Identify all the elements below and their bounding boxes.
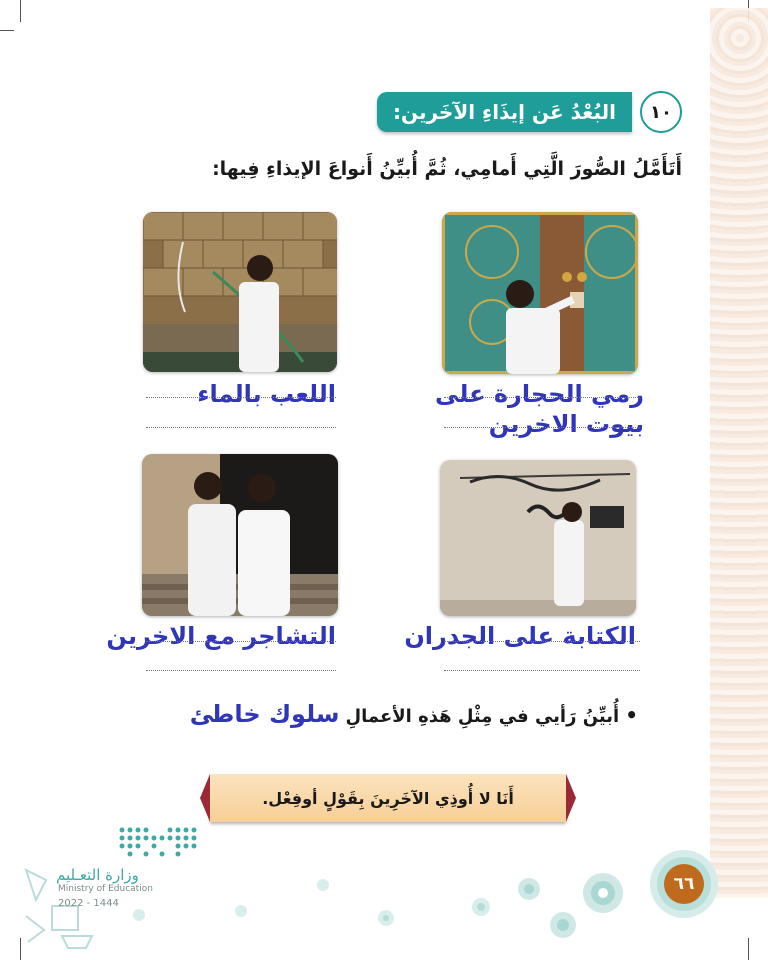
hose-scene-illustration bbox=[143, 212, 337, 372]
value-banner bbox=[210, 774, 566, 822]
instruction-text: أَتَأَمَّلُ الصُّورَ الَّتِي أَمامِي، ثُمَّ أُبيِّنُ أَنواعَ الإيذاءِ فِيها: bbox=[212, 158, 682, 180]
decorative-rosette bbox=[376, 908, 396, 928]
ministry-name-english: Ministry of Education bbox=[58, 884, 153, 894]
photo-boys-arguing bbox=[142, 454, 338, 616]
answer-line bbox=[146, 427, 336, 428]
lesson-number: ١٠ bbox=[640, 91, 682, 133]
decorative-rosette bbox=[548, 910, 578, 940]
answer-bottom-left: التشاجر مع الاخرين bbox=[106, 622, 336, 650]
answer-top-left: اللعب بالماء bbox=[197, 380, 336, 408]
answer-line bbox=[444, 397, 640, 398]
answer-line bbox=[146, 670, 336, 671]
opinion-answer: سلوك خاطئ bbox=[189, 700, 340, 728]
opinion-question: أُبيِّنُ رَأيي في مِثْلِ هَذهِ الأعمالِ bbox=[345, 706, 620, 727]
crop-mark bbox=[0, 30, 14, 31]
answer-top-right-line2: بيوت الاخرين bbox=[488, 410, 644, 438]
photo-boy-writing-on-wall bbox=[440, 460, 636, 616]
decorative-rosette bbox=[470, 896, 492, 918]
ministry-logo bbox=[22, 826, 192, 950]
photo-boy-at-door bbox=[442, 212, 638, 374]
crop-mark bbox=[20, 938, 21, 960]
side-ornament-pattern bbox=[710, 8, 768, 898]
answer-line bbox=[444, 427, 640, 428]
bullet-point: • bbox=[625, 703, 638, 727]
photo-boy-with-hose bbox=[143, 212, 337, 372]
answer-line bbox=[146, 397, 336, 398]
decorative-rosette bbox=[516, 876, 542, 902]
decorative-rosette bbox=[234, 904, 248, 918]
lesson-header bbox=[377, 90, 682, 134]
arguing-scene-illustration bbox=[142, 454, 338, 616]
decorative-rosette bbox=[580, 870, 626, 916]
answer-top-right-line1: رمي الحجارة على bbox=[435, 380, 644, 408]
answer-line bbox=[444, 641, 640, 642]
door-scene-illustration bbox=[442, 212, 638, 374]
opinion-row bbox=[190, 700, 638, 728]
page-number: ٦٦ bbox=[664, 864, 704, 904]
logo-dots-icon bbox=[118, 826, 202, 862]
answer-bottom-right: الكتابة على الجدران bbox=[404, 622, 636, 650]
value-banner-text: أَنَا لا أُوذِي الآخَرِينَ بِقَوْلٍ أوفِعْل. bbox=[262, 788, 514, 808]
crop-mark bbox=[748, 938, 749, 960]
answer-line bbox=[146, 641, 336, 642]
answer-line bbox=[444, 670, 640, 671]
graffiti-scene-illustration bbox=[440, 460, 636, 616]
ministry-year: 2022 - 1444 bbox=[58, 898, 119, 909]
lesson-title: البُعْدُ عَن إيذَاءِ الآخَرين: bbox=[377, 92, 632, 132]
decorative-rosette bbox=[316, 878, 330, 892]
crop-mark bbox=[20, 0, 21, 22]
ministry-name-arabic: وزارة التعـليم bbox=[56, 866, 139, 884]
